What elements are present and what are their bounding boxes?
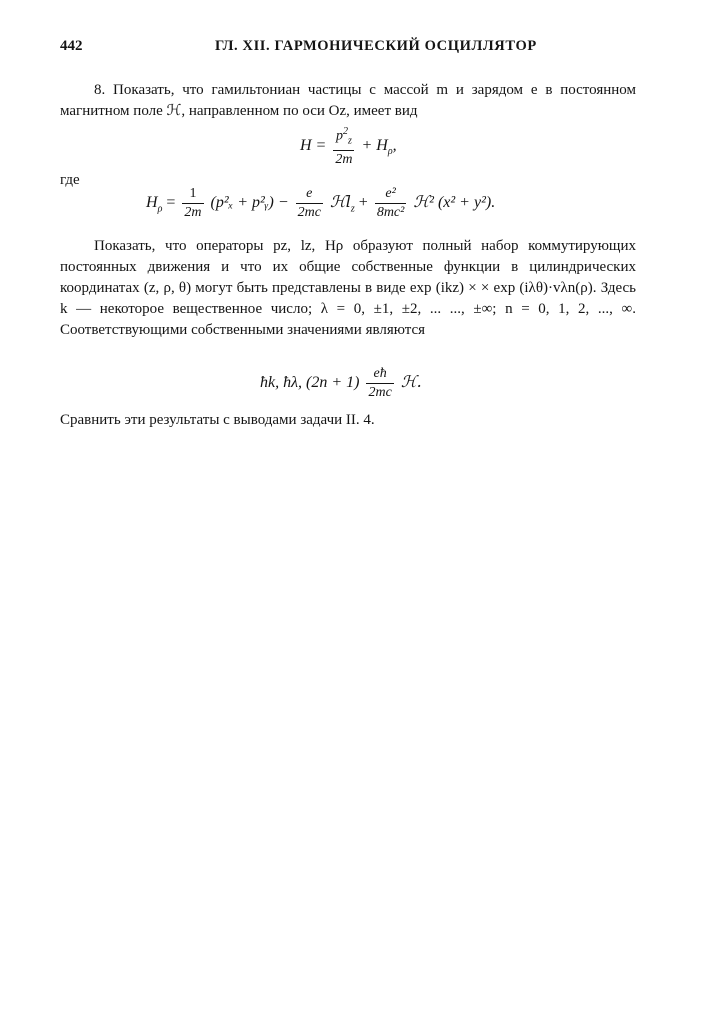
eq3-fraction (366, 366, 393, 401)
eq3-left: ħk, ħλ, (2n + 1) (260, 374, 360, 392)
equation-hamiltonian (300, 124, 397, 168)
chapter-title: ГЛ. XII. ГАРМОНИЧЕСКИЙ ОСЦИЛЛЯТОР (215, 38, 537, 54)
eq1-denominator: 2m (335, 152, 353, 168)
eq2-f1-denominator: 2m (184, 205, 202, 220)
equation-eigenvalues (260, 366, 422, 401)
eq1-tail: , (392, 136, 397, 154)
eq1-num-sub: z (347, 135, 352, 147)
eq1-rhs: + H (361, 136, 388, 154)
eq2-middle-sub: z (350, 203, 355, 215)
eq2-tail: ℋ² (x² + y²). (413, 194, 496, 212)
eq1-numerator (333, 124, 354, 151)
eq1-lhs: H = (300, 136, 327, 154)
equation-h-rho (146, 186, 495, 221)
eq2-f3-numerator: e² (375, 186, 407, 204)
problem-body: Показать, что операторы pz, lz, Hρ образуют полный набор коммутирующих постоянных движения и что их общие собственные функции в цилиндрических координатах (z, ρ, θ) могут быть представлены в виде exp (ikz) × × exp (iλθ)·vλn(ρ). Здесь k — некоторое вещественное число; λ = 0, ±1, ±2, ... ..., ±∞; n = 0, 1, 2, ..., ∞. Соответствующими собственными значениями являются (60, 238, 636, 338)
eq2-equals: = (166, 194, 176, 212)
where-label: где (60, 172, 80, 188)
conclusion-line: Сравнить эти результаты с выводами задачи II. 4. (60, 412, 375, 428)
eq2-f2-denominator: 2mc (297, 205, 321, 220)
eq2-f1-numerator: 1 (182, 186, 203, 204)
eq1-num-sup: 2 (342, 126, 348, 137)
eq3-denominator: 2mc (368, 385, 392, 400)
eq1-rhs-sub: ρ (387, 146, 393, 158)
eq2-fraction-2 (296, 186, 323, 221)
eq2-middle: ℋl (329, 192, 351, 212)
page-number: 442 (60, 38, 83, 54)
problem-statement: 8. Показать, что гамильтониан частицы с массой m и зарядом e в постоянном магнитном поле ℋ, направленном по оси Oz, имеет вид (60, 82, 636, 119)
eq1-num-base: p (335, 128, 343, 144)
eq2-lhs: H (146, 194, 158, 212)
eq2-fraction-3 (375, 186, 407, 221)
eq3-tail: ℋ. (400, 372, 422, 392)
eq2-paren: (p²ₓ + p²ᵧ) − (210, 194, 289, 212)
eq2-lhs-sub: ρ (157, 203, 163, 215)
eq2-f3-denominator: 8mc² (376, 205, 405, 220)
eq2-f2-numerator: e (296, 186, 323, 204)
eq2-plus: + (358, 194, 368, 212)
eq1-fraction (333, 124, 354, 168)
eq2-fraction-1 (182, 186, 203, 221)
eq3-numerator: eħ (366, 366, 393, 384)
